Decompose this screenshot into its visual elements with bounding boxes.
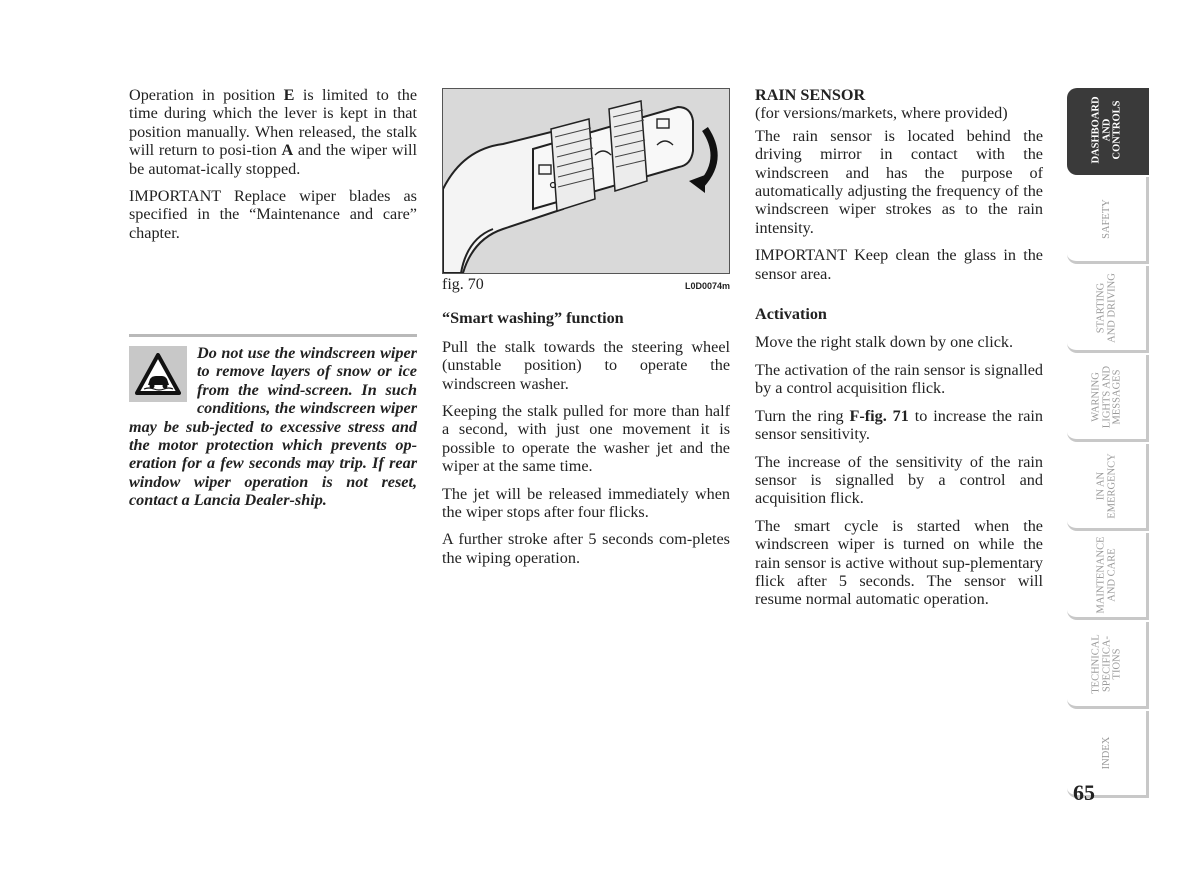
wiper-stalk-illustration	[443, 89, 729, 273]
figure-number: fig. 70	[442, 276, 484, 293]
tab-dashboard-and-controls[interactable]: DASHBOARD AND CONTROLS	[1067, 88, 1149, 175]
paragraph-smart-washing-3: The jet will be released immediately when the wiper stops after four flicks.	[442, 484, 730, 522]
paragraph-activation-5: The smart cycle is started when the windscreen wiper is turned on while the rain sensor is active without sup-plementary flick after 5 seconds. The sensor will resume normal automatic operation.	[755, 516, 1043, 609]
paragraph-smart-washing-2: Keeping the stalk pulled for more than half a second, with just one movement it is possible to operate the washer jet and the wiper at the same time.	[442, 402, 730, 476]
heading-smart-washing: “Smart washing” function	[442, 309, 624, 328]
warning-note	[129, 334, 417, 510]
tab-maintenance-and-care[interactable]: MAINTENANCE AND CARE	[1067, 533, 1149, 620]
warning-car-triangle-icon	[129, 346, 187, 402]
paragraph-important-wiper-blades: IMPORTANT Replace wiper blades as specified in the “Maintenance and care” chapter.	[129, 187, 417, 242]
paragraph-activation-3: Turn the ring F-fig. 71 to increase the rain sensor sensitivity.	[755, 406, 1044, 444]
tab-index[interactable]: INDEX	[1067, 711, 1149, 798]
paragraph-operation-position-e: Operation in position E is limited to the time during which the lever is kept in that position manually. When released, the stalk will return to posi-tion A and the wiper will be automat-ically stopped.	[129, 86, 418, 178]
tab-starting-and-driving[interactable]: STARTING AND DRIVING	[1067, 266, 1149, 353]
warning-text: Do not use the windscreen wiper to remove layers of snow or ice from the wind-screen. In such conditions, the windscreen wiper may be sub-jected to excessive stress and the motor protection which prevents op-eration for a few seconds may trip. If rear window wiper operation is not reset, contact a Lancia Dealer-ship.	[129, 344, 417, 510]
heading-activation: Activation	[755, 305, 827, 324]
column-middle	[442, 86, 730, 576]
tab-in-an-emergency[interactable]: IN AN EMERGENCY	[1067, 444, 1149, 531]
column-right	[755, 86, 1043, 618]
paragraph-rain-sensor-2: IMPORTANT Keep clean the glass in the sensor area.	[755, 246, 1043, 283]
tab-technical-specifications[interactable]: TECHNICAL SPECIFICA- TIONS	[1067, 622, 1149, 709]
paragraph-smart-washing-1: Pull the stalk towards the steering wheel (unstable position) to operate the windscreen washer.	[442, 337, 730, 393]
figure-caption	[442, 276, 730, 295]
tab-safety[interactable]: SAFETY	[1067, 177, 1149, 264]
heading-rain-sensor: RAIN SENSOR	[755, 86, 866, 104]
paragraph-smart-washing-4: A further stroke after 5 seconds com-pletes the wiping operation.	[442, 530, 730, 567]
page-number: 65	[1073, 780, 1095, 805]
figure-code: L0D0074m	[684, 281, 730, 291]
paragraph-activation-1: Move the right stalk down by one click.	[755, 333, 1014, 352]
column-left	[129, 86, 417, 251]
subheading-rain-sensor: (for versions/markets, where provided)	[755, 104, 1008, 123]
paragraph-rain-sensor-1: The rain sensor is located behind the driving mirror in contact with the windscreen and has the purpose of automatically adjusting the frequency of the windscreen wiper strokes as to the rain intensity.	[755, 126, 1043, 237]
figure-wiper-stalk	[442, 88, 730, 274]
section-tabs	[1067, 88, 1149, 800]
paragraph-activation-4: The increase of the sensitivity of the rain sensor is signalled by a control and acquisition flick.	[755, 452, 1043, 508]
tab-warning-lights-and-messages[interactable]: WARNING LIGHTS AND MESSAGES	[1067, 355, 1149, 442]
paragraph-activation-2: The activation of the rain sensor is signalled by a control acquisition flick.	[755, 360, 1043, 398]
